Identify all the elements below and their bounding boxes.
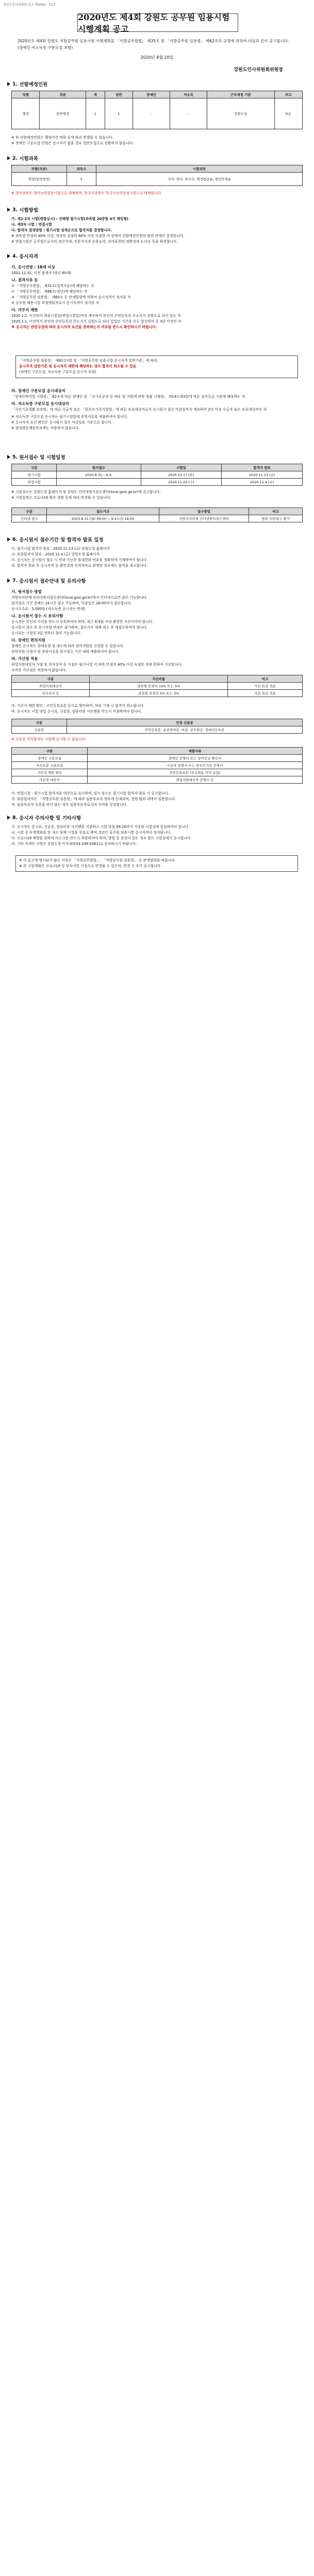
candidate-notes: 가. 응시자는 응시표, 신분증, 컴퓨터용 사인펜을 지참하고 시험 당일 09:20까지 지정된 시험실에 입실하여야 합니다. 나. 시험 중 부정행위를 한 자는 당해 시험을 무효로 하며, 5년간 공무원 임용시험 응시자격이 정지됩니다. 다. 코로나19 예방을 위하여 마스크를 반드시 착용하여야 하며, 발열 등 증상이 있는 경우 별도 시험실에서 응시합니다. 라. 기타 자세한 사항은 강원도청 인사과(033-249-2061)로 문의하시기 바랍니다. bbox=[11, 825, 192, 846]
exam-method: 가. 제1·2차 시험(병합실시) : 선택형 필기시험(과목별 20문항 4지 택일형) 나. 제3차 시험 : 면접시험 다. 합격자 결정방법 : 필기시험 성적순으로 합격자를 결정합니다. ※ 과목별 만점의 40% 이상, 전과목 총점의 60% 이상 득점한 자 중에서 선발예정인원의 범위 안에서 결정합니다. ※ 면접시험은 공무원으로서의 정신자세, 전문지식과 응용능력, 의사표현의 정확성과 논리성 등을 평정합니다. bbox=[11, 217, 185, 244]
intro-paragraph: (장애인·저소득층 구분모집 포함) bbox=[18, 45, 73, 50]
schedule-notes: ※ 시험장소는 강원도청 홈페이지 및 강원도 인터넷원서접수센터(local.gosi.go.kr)에 공고합니다. ※ 시험일정은 코로나19 확산 상황 등에 따라 변경될 수 있습니다. bbox=[11, 490, 161, 500]
section-heading: 5. 원서접수 및 시험일정 bbox=[7, 453, 65, 461]
document-title: 2020년도 제4회 강원도 공무원 임용시험 시행계획 공고 bbox=[77, 13, 238, 32]
section-heading: 4. 응시자격 bbox=[7, 252, 38, 260]
section-heading: 2. 시험과목 bbox=[7, 155, 38, 162]
bonus-table: 구분 가산비율 비고 취업지원대상자 과목별 만점의 10% 또는 5% 가산 특전 적용 의사상자 등 과목별 만점의 5% 또는 3% 가산 특전 적용 bbox=[11, 675, 303, 697]
id-table: 구분 인정 신분증 신분증 주민등록증, 운전면허증, 여권, 공무원증, 장애인등록증 bbox=[11, 719, 303, 734]
eligibility: 가. 응시연령 : 18세 이상 2002.12.31. 이전 출생자 (정년 60세) 나. 결격사유 등 ① 「지방공무원법」 제31조(결격사유)에 해당하는 자 ② 「지방공무원법」 제66조(정년)에 해당하는 자 ③ 「지방공무원 임용령」 제65조 등 관계법령에 의하여 응시자격이 정지된 자 ④ 공무원 채용시험 부정행위자로서 응시자격이 정지된 자 다. 거주지 제한 2020.1.1. 이전부터 최종시험일(면접시험일)까지 계속하여 본인의 주민등록상 주소지가 강원도로 되어 있는 자 2020.1.1. 이전까지 본인의 주민등록상 주소지가 강원도로 되어 있었던 기간을 모두 합산하여 총 3년 이상인 자 ※ 응시자는 관련규정에 따라 응시자격 요건을 충족하는지 여부를 반드시 확인하시기 바랍니다. bbox=[11, 265, 181, 329]
section-heading: 8. 응시자 주의사항 및 기타사항 bbox=[7, 814, 81, 821]
notice-number: 강원도인사위원회 공고 제2020 - 11호 bbox=[3, 3, 56, 7]
table-row: 행정 일반행정 1 1 - - 강원도청 9급 bbox=[12, 98, 303, 129]
intro bbox=[11, 38, 303, 52]
table-row: 필기시험 2020.8.31.~9.4. 2020.10.17.(토) 2020.11.13.(금) bbox=[12, 471, 303, 479]
notice-box: 「지방공무원 임용령」 제62조의2 및 「지방공무원 임용시험 응시자격 일반기준」에 따라, 응시자격 일반기준 및 응시자격 제한에 해당하는 경우 합격이 취소될 수 있음 (장애인 구분모집, 저소득층 구분모집 응시자 포함) bbox=[15, 355, 298, 378]
triangle-icon bbox=[7, 579, 10, 583]
section-heading: 6. 응시원서 접수기간 및 합격자 발표 일정 bbox=[7, 536, 104, 543]
table-row: 신분증 주민등록증, 운전면허증, 여권, 공무원증, 장애인등록증 bbox=[12, 726, 303, 734]
table-row: 면접시험 - 2020.11.25.(수) 2020.12.4.(금) bbox=[12, 479, 303, 486]
triangle-icon bbox=[7, 156, 10, 160]
triangle-icon bbox=[7, 816, 10, 820]
application-final: 아. 면접시험 : 필기시험 합격자를 대상으로 실시하며, 일시·장소는 필기시험 합격자 발표 시 공고합니다. 자. 최종합격자는 「지방공무원 임용령」에 따라 임용후보자 명부에 등재되며, 결원 범위 내에서 임용합니다. 차. 임용후보자 등록을 하지 않는 경우 임용후보자로서의 자격을 상실합니다. bbox=[11, 791, 176, 807]
table-row: 거주지 제한 확인 주민등록초본 (주소변동 이력 포함) bbox=[12, 769, 303, 776]
signature: 강원도인사위원회위원장 bbox=[234, 67, 283, 73]
section-heading: 3. 시험방법 bbox=[7, 206, 38, 213]
table-notes: ※ 영어과목은 영어능력검정시험으로 대체하며, 한국사과목은 한국사능력검정시험으로 대체합니다. bbox=[11, 191, 162, 195]
triangle-icon bbox=[7, 455, 10, 459]
announcement-schedule: 가. 필기시험 합격자 발표 : 2020.11.13.(금) 강원도청 홈페이지 나. 최종합격자 발표 : 2020.12.4.(금) 강원도청 홈페이지 다. 응시자는 응시원서 접수 시 연락 가능한 휴대전화 번호를 정확하게 기재하여야 합니다. 라. 합격자 발표 후 응시자격 등 확인결과 부적격자로 판명된 경우에는 합격을 취소합니다. bbox=[11, 547, 148, 568]
table-row: 가산점 대상자 취업지원대상자 증명서 등 bbox=[12, 776, 303, 784]
table-row: 행정(일반행정) 5 국어, 영어, 한국사, 행정법총론, 행정학개론 bbox=[12, 173, 303, 186]
table-notes: ※ 위 선발예정인원은 행정여건 변화 등에 따라 변경될 수 있습니다. ※ 장애인 구분모집 인원은 응시자가 없을 경우 일반모집으로 전환하지 않습니다. bbox=[11, 135, 134, 145]
table-row: 저소득층 구분모집 수급자 증명서 또는 한부모가족 증명서 bbox=[12, 762, 303, 769]
section-heading: 1. 선발예정인원 bbox=[7, 80, 47, 88]
application-guide: 가. 원서접수 방법 지방자치단체 인터넷원서접수센터(local.gosi.go.kr)에서 인터넷으로만 접수 가능합니다. 원서접수 기간 중에는 24시간 접수 가능하며, 마감일은 18:00까지 접수합니다. 응시수수료 : 5,000원 (저소득층 응시자는 면제) 나. 응시원서 접수 시 유의사항 응시자는 본인의 사진을 반드시 등록하여야 하며, 최근 6개월 이내 촬영한 사진이어야 합니다. 응시원서 접수 후 응시직렬 변경은 불가하며, 접수기간 내에 취소 후 재접수하여야 합니다. 응시표는 시험일 3일 전부터 출력 가능합니다. 다. 장애인 편의지원 장애인 응시자는 장애유형 및 정도에 따라 편의지원을 신청할 수 있습니다. 편의지원 신청서 및 증빙서류를 원서접수 기간 내에 제출하여야 합니다. 라. 가산점 적용 취업지원대상자 가점 및 의사상자 등 가점은 필기시험 각 과목 만점의 40% 이상 득점한 자에 한하여 가산합니다. 자격증 가산점은 적용하지 않습니다. bbox=[11, 589, 183, 672]
triangle-icon bbox=[7, 82, 10, 86]
triangle-icon bbox=[7, 208, 10, 212]
eligibility-more: 라. 장애인 구분모집 응시대상자 「장애인복지법 시행령」 제2조에 따른 장애인 및 「국가유공자 등 예우 및 지원에 관한 법률 시행령」 제14조제3항에 따른 상이등급 기준에 해당하는 자 마. 저소득층 구분모집 응시대상자 「국민기초생활 보장법」에 따른 수급자 또는 「한부모가족지원법」에 따른 보호대상자로서 응시원서 접수 마감일까지 계속하여 2년 이상 수급자 또는 보호대상자인 자 ※ 저소득층 구분모집 응시자는 필기시험일에 증명서류를 제출하여야 합니다. ※ 응시자격 요건 확인은 응시원서 접수 마감일을 기준으로 합니다. ※ 양성평등채용목표제는 적용하지 않습니다. bbox=[11, 388, 267, 430]
intro-paragraph: 2020년도 제4회 강원도 지방공무원 임용시험 시행계획을 「지방공무원법」 제35조 및 「지방공무원 임용령」 제62조의 규정에 의하여 다음과 같이 공고합니다. bbox=[18, 39, 289, 43]
triangle-icon bbox=[7, 254, 10, 258]
section-heading: 7. 응시원서 접수안내 및 유의사항 bbox=[7, 577, 86, 584]
table-row: 의사상자 등 과목별 만점의 5% 또는 3% 가산 특전 적용 bbox=[12, 690, 303, 697]
triangle-icon bbox=[7, 537, 10, 541]
application-table: 구분 접수기간 접수방법 비고 인터넷 접수 2020.8.31.(월) 09:00 ~ 9.4.(금) 18:00 지방자치단체 인터넷원서접수센터 방문·우편접수 불가 bbox=[11, 507, 303, 522]
subject-table: 직렬(직류) 과목수 시험과목 행정(일반행정) 5 국어, 영어, 한국사, 행정법총론, 행정학개론 bbox=[11, 165, 303, 186]
table-row: 취업지원대상자 과목별 만점의 10% 또는 5% 가산 특전 적용 bbox=[12, 683, 303, 690]
table-row: 장애인 구분모집 장애인 증명서 또는 상이등급 확인서 bbox=[12, 755, 303, 762]
id-note: ※ 신분증 미지참자는 시험에 응시할 수 없습니다. bbox=[11, 737, 87, 741]
notice-date: 2020년 8월 20일 bbox=[140, 55, 174, 60]
application-guide-more: 마. 거주지 제한 확인 : 주민등록초본 등으로 확인하며, 허위 기재 시 합격이 취소됩니다. 바. 응시자는 시험 당일 응시표, 신분증, 컴퓨터용 사인펜을 반드시 지참하여야 합니다. bbox=[11, 704, 144, 714]
schedule-table: 구분 원서접수 시험일 합격자 발표 필기시험 2020.8.31.~9.4. 2020.10.17.(토) 2020.11.13.(금) 면접시험 - 2020.11.25.(수) 2020.12.4.(금) bbox=[11, 464, 303, 486]
table-row: 인터넷 접수 2020.8.31.(월) 09:00 ~ 9.4.(금) 18:00 지방자치단체 인터넷원서접수센터 방문·우편접수 불가 bbox=[12, 515, 303, 522]
final-notice-box: ※ 이 공고에 명시되지 않은 사항은 「지방공무원법」, 「지방공무원 임용령」 등 관계법령을 따릅니다. ※ 본 시험계획은 코로나19 등 부득이한 사정으로 변경될 수 있으며, 변경 시 추가 공고합니다. bbox=[15, 855, 298, 872]
recruit-table: 직렬 직류 계 일반 장애인 저소득 근무예정 기관 비고 행정 일반행정 1 1 - - 강원도청 9급 bbox=[11, 91, 303, 129]
documents-table: 구분 제출서류 장애인 구분모집 장애인 증명서 또는 상이등급 확인서 저소득층 구분모집 수급자 증명서 또는 한부모가족 증명서 거주지 제한 확인 주민등록초본 (주소변동 이력 포함) 가산점 대상자 취업지원대상자 증명서 등 bbox=[11, 747, 303, 784]
